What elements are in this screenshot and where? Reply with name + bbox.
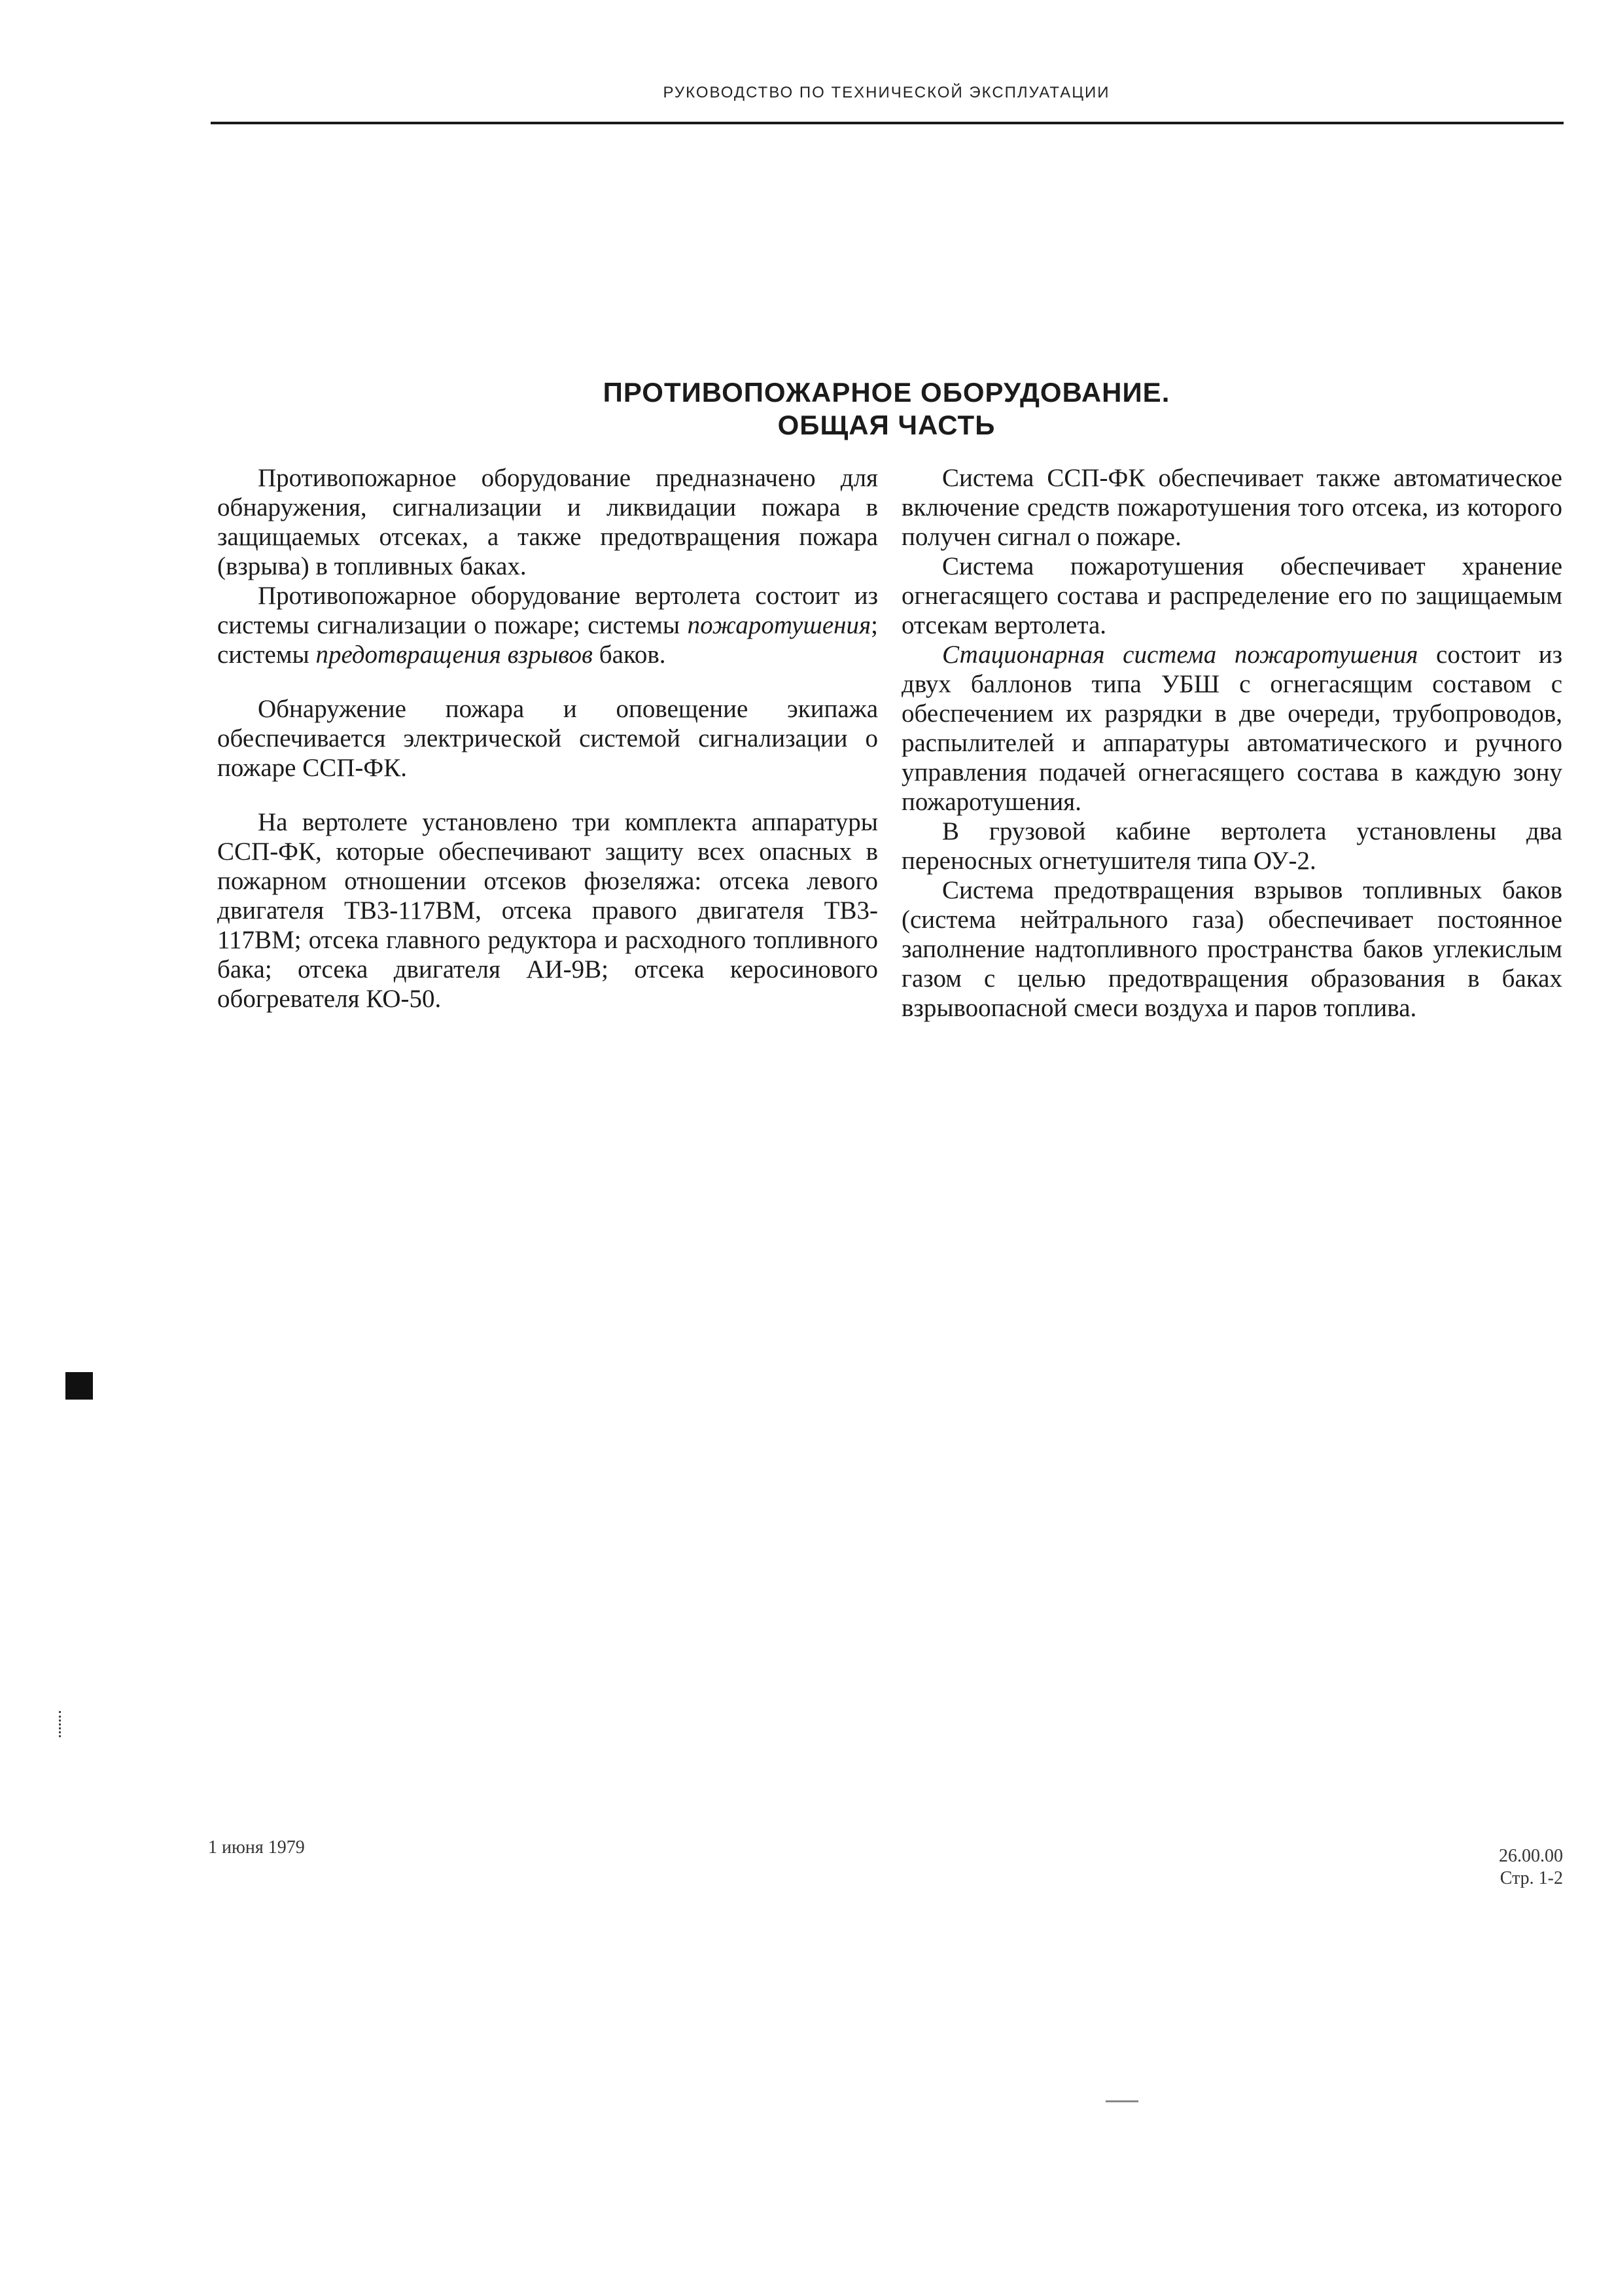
- footer-section-code: 26.00.00: [1499, 1846, 1563, 1866]
- header-rule: [211, 122, 1564, 124]
- revision-change-bar: [65, 1372, 93, 1400]
- footer-reference: [1499, 1845, 1563, 1890]
- left-paragraph-2-text-a: Противопожарное оборудование вертолета состоит из системы сигнализации о пожаре; системы: [217, 582, 878, 639]
- footer-date: 1 июня 1979: [208, 1837, 305, 1858]
- left-paragraph-2-emphasis-2: предотвращения взрывов: [315, 641, 593, 669]
- left-paragraph-2-text-c: баков.: [592, 641, 666, 669]
- right-paragraph-1: Система ССП-ФК обеспечивает также автоматическое включение средств пожаротушения того отсека, из которого получен сигнал о пожаре.: [902, 464, 1562, 551]
- left-column: [217, 463, 878, 1014]
- margin-scan-mark: [59, 1711, 65, 1737]
- right-paragraph-3-text: состоит из двух баллонов типа УБШ с огнегасящим составом с обеспечением их разрядки в две очереди, трубопроводов, распылителей и аппаратуры автоматического и ручного управления подачей огнегасящего состава в каждую зону пожаротушения.: [902, 641, 1562, 816]
- footer-page-number: Стр. 1-2: [1500, 1868, 1563, 1888]
- right-paragraph-3: [902, 640, 1562, 817]
- right-paragraph-3-emphasis: Стационарная система пожаротушения: [942, 641, 1418, 669]
- right-column: [902, 463, 1562, 1023]
- right-paragraph-5: Система предотвращения взрывов топливных баков (система нейтрального газа) обеспечивает постоянное заполнение надтопливного пространства баков углекислым газом с целью предотвращения образования в баках взрывоопасной смеси воздуха и паров топлива.: [902, 876, 1562, 1022]
- left-paragraph-1: Противопожарное оборудование предназначено для обнаружения, сигнализации и ликвидации пожара в защищаемых отсеках, а также предотвращения пожара (взрыва) в топливных баках.: [217, 464, 878, 580]
- right-paragraph-2: Система пожаротушения обеспечивает хранение огнегасящего состава и распределение его по защищаемым отсекам вертолета.: [902, 552, 1562, 639]
- page-title-line-1: ПРОТИВОПОЖАРНОЕ ОБОРУДОВАНИЕ.: [603, 377, 1170, 408]
- right-paragraph-4: В грузовой кабине вертолета установлены два переносных огнетушителя типа ОУ-2.: [902, 817, 1562, 875]
- page-title: [209, 376, 1564, 442]
- page-title-line-2: ОБЩАЯ ЧАСТЬ: [777, 410, 996, 440]
- left-paragraph-3: Обнаружение пожара и оповещение экипажа обеспечивается электрической системой сигнализации о пожаре ССП-ФК.: [217, 695, 878, 782]
- left-paragraph-2-text-b: ; системы: [217, 611, 878, 669]
- left-paragraph-4: На вертолете установлено три комплекта аппаратуры ССП-ФК, которые обеспечивают защиту всех опасных в пожарном отношении отсеков фюзеляжа: отсека левого двигателя ТВ3-117ВМ, отсека правого двигателя ТВ3-117ВМ; отсека главного редуктора и расходного топливного бака; отсека двигателя АИ-9В; отсека керосинового обогревателя КО-50.: [217, 808, 878, 1013]
- left-paragraph-2-emphasis-1: пожаротушения: [687, 611, 871, 639]
- bottom-scan-dash: [1106, 2100, 1138, 2102]
- running-header: РУКОВОДСТВО ПО ТЕХНИЧЕСКОЙ ЭКСПЛУАТАЦИИ: [663, 84, 1110, 101]
- left-paragraph-2: [217, 581, 878, 669]
